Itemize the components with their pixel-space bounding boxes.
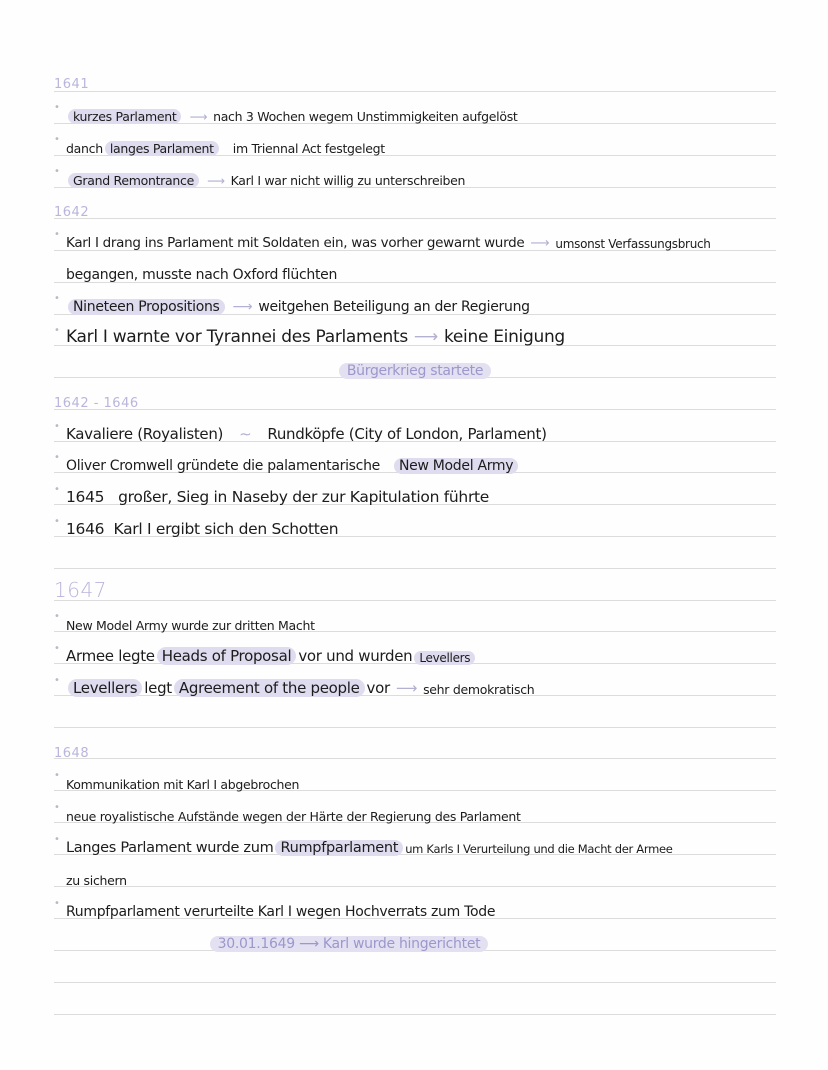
bullet-icon: •: [54, 643, 60, 654]
note-text: Rundköpfe (City of London, Parlament): [267, 425, 547, 443]
note-line: [54, 221, 814, 251]
bullet-icon: •: [54, 802, 60, 813]
highlighted-term: kurzes Parlament: [68, 109, 181, 124]
section-heading-1648: [54, 731, 814, 761]
note-text: Kavaliere (Royalisten): [66, 425, 224, 443]
year-heading: 1641: [54, 77, 90, 92]
note-line: [54, 762, 814, 792]
bullet-icon: •: [54, 484, 60, 495]
note-line: [54, 476, 814, 506]
bullet-icon: •: [54, 675, 60, 686]
highlighted-term: Rumpfparlament: [275, 840, 403, 856]
note-text: danch: [66, 141, 103, 156]
highlighted-note: Bürgerkrieg startete: [339, 363, 491, 379]
bullet-icon: •: [54, 166, 60, 177]
arrow-right-icon: ⟶: [395, 679, 418, 697]
summary-note: [54, 349, 776, 379]
note-line: [54, 603, 814, 633]
note-text: 1646 Karl I ergibt sich den Schotten: [66, 520, 339, 538]
note-text: legt: [144, 679, 172, 697]
bullet-icon: •: [54, 452, 60, 463]
arrow-right-icon: ⟶: [232, 299, 253, 315]
bullet-icon: •: [54, 421, 60, 432]
note-line: [54, 826, 814, 856]
bullet-icon: •: [54, 134, 60, 145]
note-text: New Model Army wurde zur dritten Macht: [66, 618, 315, 633]
arrow-right-icon: ⟶: [206, 173, 225, 188]
highlighted-term: Agreement of the people: [174, 679, 365, 697]
note-text: vor: [366, 679, 390, 697]
section-heading-1642-1646: [54, 381, 814, 411]
note-text: nach 3 Wochen wegem Unstimmigkeiten aufgelöst: [213, 109, 518, 124]
note-line: [54, 508, 814, 538]
note-line: [54, 444, 814, 474]
year-heading: 1647: [54, 578, 107, 602]
highlighted-term: langes Parlament: [105, 141, 219, 156]
note-text: im Triennal Act festgelegt: [232, 141, 385, 156]
highlighted-term: Nineteen Propositions: [68, 299, 225, 315]
note-line: [54, 285, 814, 315]
highlighted-term: Levellers: [414, 651, 475, 665]
year-heading: 1642: [54, 205, 90, 220]
bullet-icon: •: [54, 516, 60, 527]
section-heading-1642: [54, 190, 814, 220]
note-text: umsonst Verfassungsbruch: [555, 237, 711, 251]
note-text: Langes Parlament wurde zum: [66, 840, 274, 856]
note-line: [54, 635, 814, 665]
note-text: zu sichern: [66, 873, 127, 888]
note-line: [54, 667, 814, 697]
ruled-line: [54, 568, 776, 569]
bullet-icon: •: [54, 293, 60, 304]
ruled-line: [54, 1014, 776, 1015]
bullet-icon: •: [54, 229, 60, 240]
note-text: Kommunikation mit Karl I abgebrochen: [66, 777, 300, 792]
note-text: neue royalistische Aufstände wegen der Härte der Regierung des Parlament: [66, 809, 521, 824]
bullet-icon: •: [54, 611, 60, 622]
bullet-icon: •: [54, 834, 60, 845]
note-line: [54, 126, 814, 156]
note-line: [54, 890, 814, 920]
note-text: vor und wurden: [298, 647, 413, 665]
note-text: Karl I drang ins Parlament mit Soldaten ein, was vorher gewarnt wurde: [66, 235, 525, 251]
year-heading: 1648: [54, 746, 90, 761]
note-line: [54, 794, 814, 824]
note-text: Rumpfparlament verurteilte Karl I wegen Hochverrats zum Tode: [66, 904, 496, 920]
arrow-right-icon: ⟶: [413, 327, 438, 347]
note-line: [54, 317, 814, 347]
bullet-icon: •: [54, 102, 60, 113]
arrow-right-icon: ⟶: [530, 235, 550, 251]
year-heading: 1642 - 1646: [54, 396, 139, 411]
note-line: [54, 158, 814, 188]
note-line: [54, 413, 814, 443]
bullet-icon: •: [54, 325, 60, 336]
section-heading-1647: [54, 572, 814, 602]
highlighted-note: 30.01.1649 ⟶ Karl wurde hingerichtet: [210, 936, 489, 952]
highlighted-term: New Model Army: [394, 458, 518, 474]
note-line-continuation: [54, 858, 814, 888]
note-text: begangen, musste nach Oxford flüchten: [66, 267, 338, 283]
note-text: sehr demokratisch: [423, 682, 535, 697]
note-line: [54, 94, 814, 124]
note-text: Armee legte: [66, 647, 155, 665]
highlighted-term: Levellers: [68, 679, 142, 697]
arrow-right-icon: ⟶: [189, 109, 208, 124]
note-text: Oliver Cromwell gründete die palamentarische: [66, 458, 380, 474]
tilde-icon: ∼: [239, 425, 252, 443]
note-text: um Karls I Verurteilung und die Macht der Armee: [405, 842, 673, 856]
summary-note: [54, 922, 644, 952]
section-heading-1641: [54, 62, 814, 92]
ruled-line: [54, 727, 776, 728]
note-text: weitgehen Beteiligung an der Regierung: [258, 299, 530, 315]
ruled-line: [54, 982, 776, 983]
bullet-icon: •: [54, 898, 60, 909]
note-text: Karl I war nicht willig zu unterschreiben: [230, 173, 466, 188]
note-text: keine Einigung: [443, 327, 565, 347]
highlighted-term: Grand Remontrance: [68, 173, 199, 188]
highlighted-term: Heads of Proposal: [157, 647, 297, 665]
note-text: Karl I warnte vor Tyrannei des Parlaments: [66, 327, 408, 347]
note-text: 1645 großer, Sieg in Naseby der zur Kapitulation führte: [66, 488, 490, 506]
note-line-continuation: [54, 253, 814, 283]
bullet-icon: •: [54, 770, 60, 781]
